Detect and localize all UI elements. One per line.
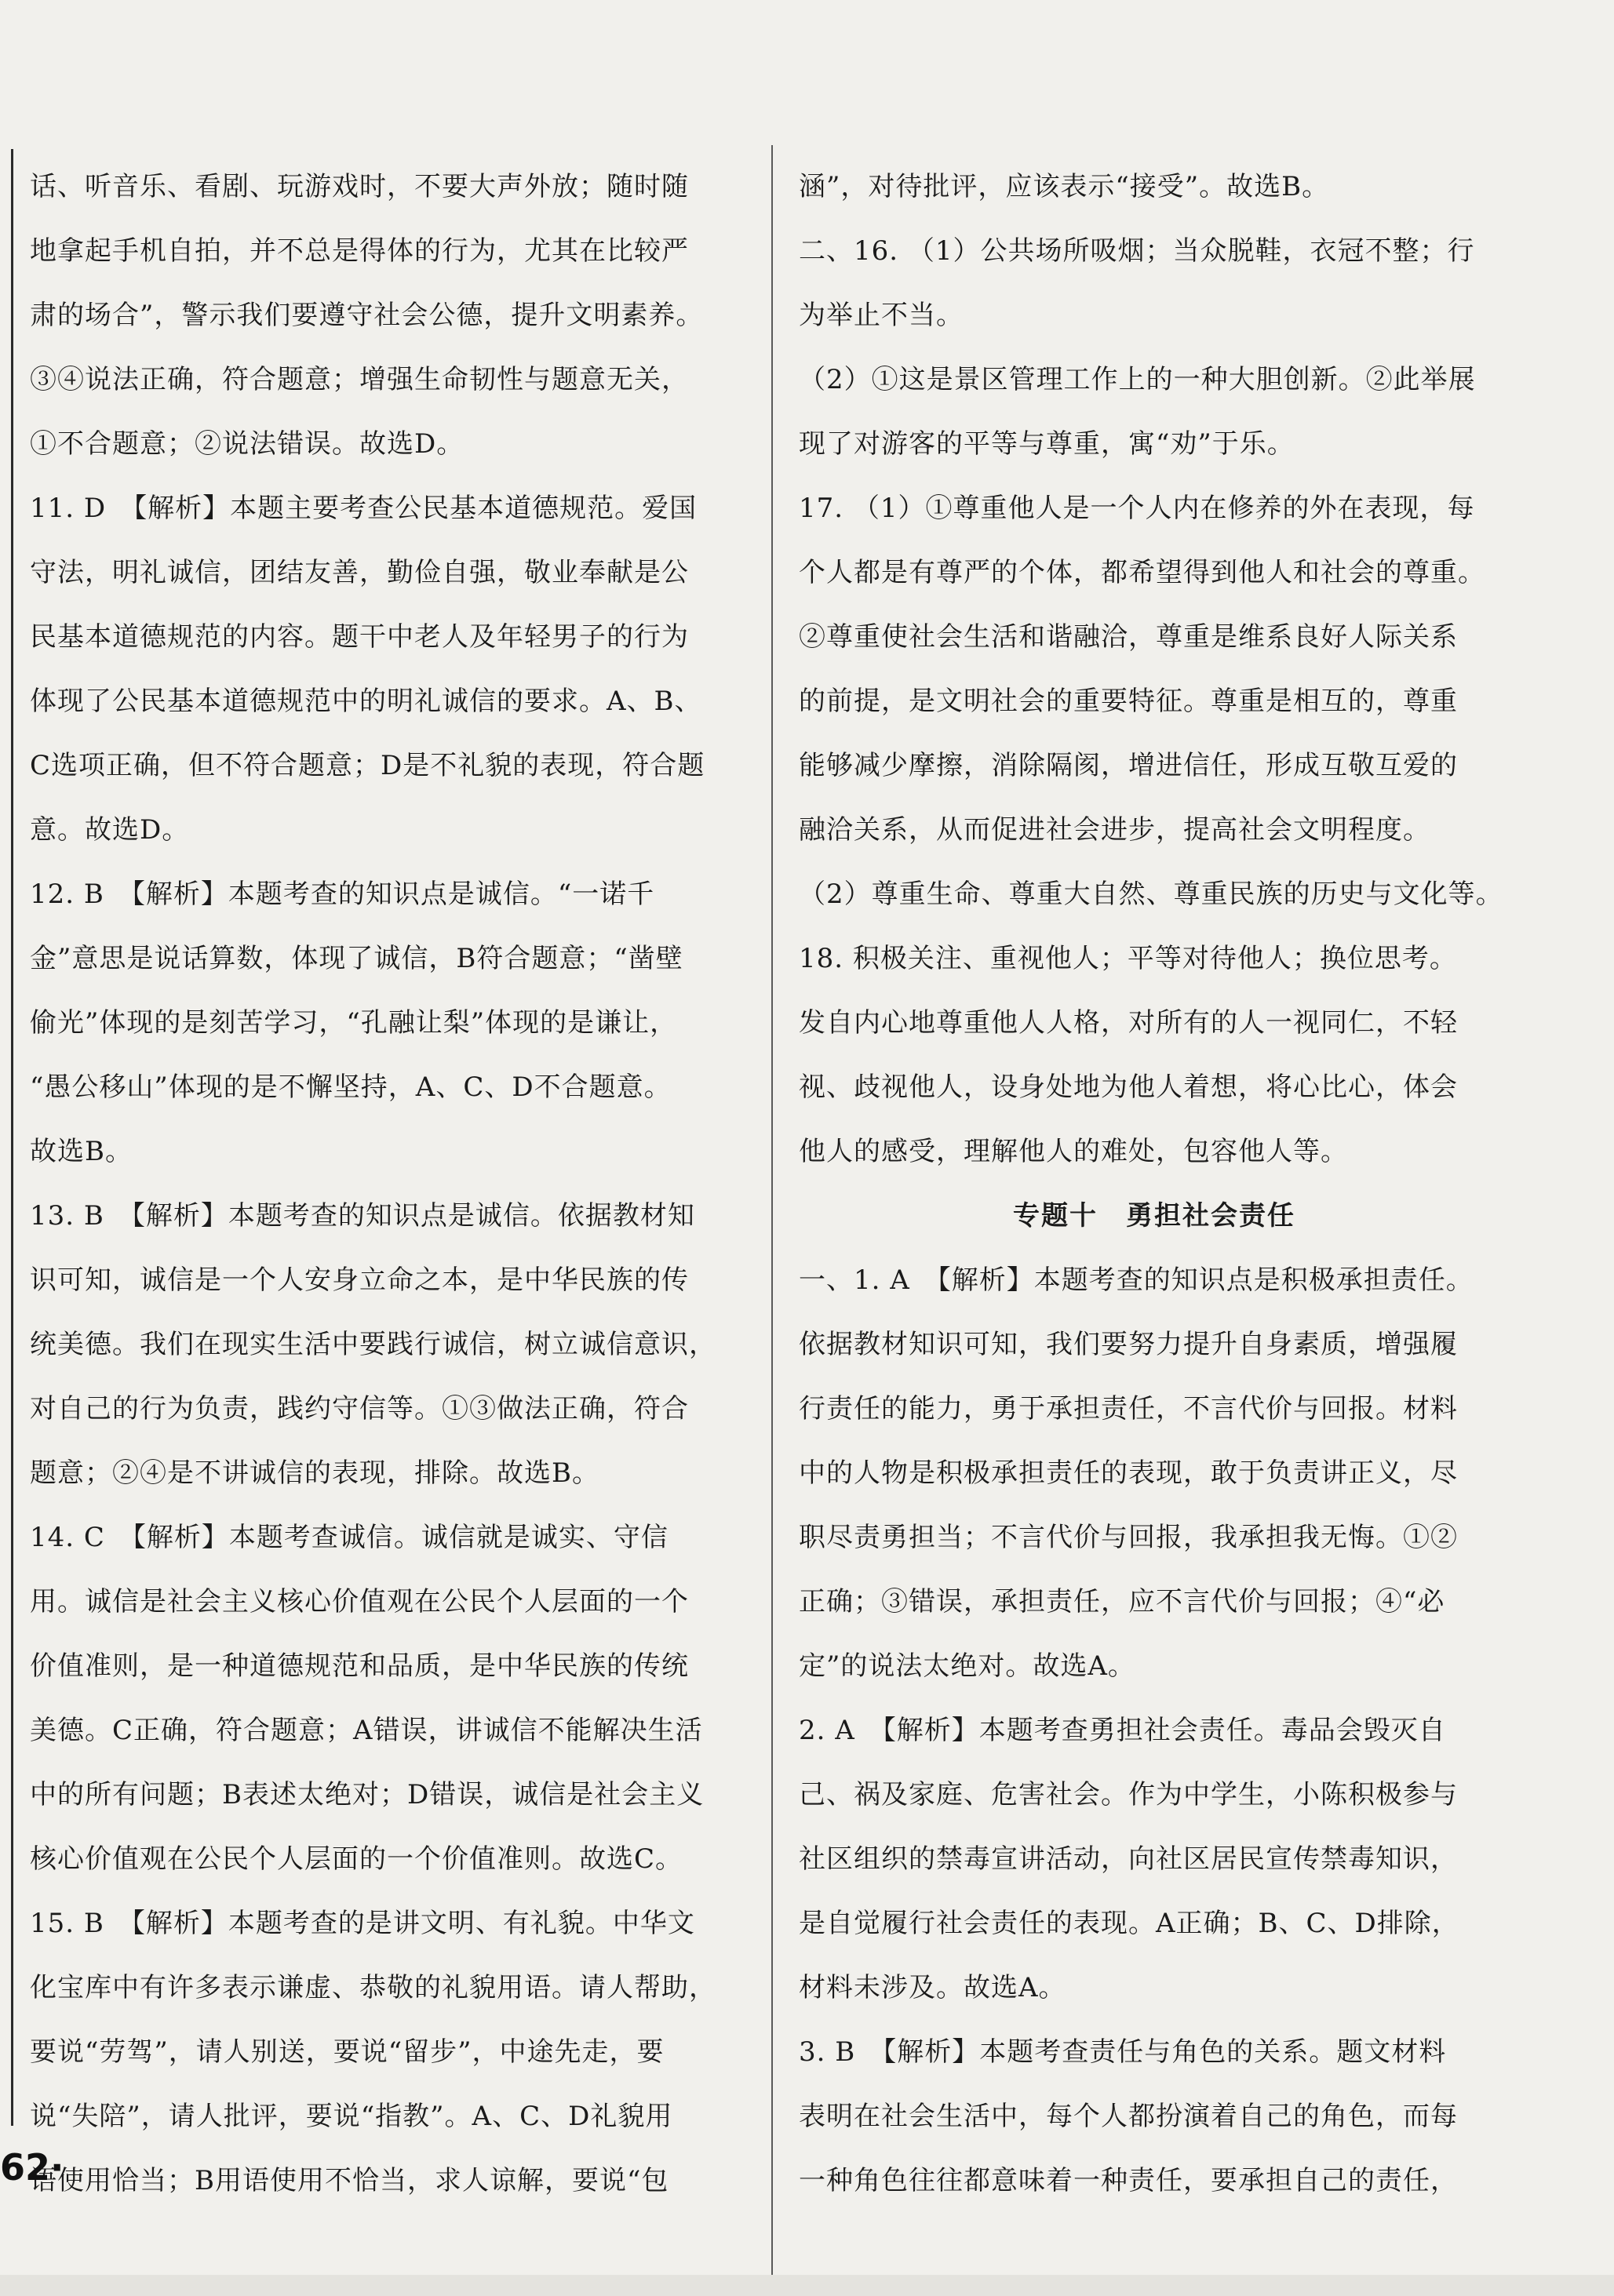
text-line: 是自觉履行社会责任的表现。A正确；B、C、D排除， [799,1908,1459,1939]
text-line: 行责任的能力，勇于承担责任，不言代价与回报。材料 [799,1393,1458,1425]
text-line: 守法，明礼诚信，团结友善，勤俭自强，敬业奉献是公 [30,557,689,588]
column-divider [771,145,773,2279]
text-line: 发自内心地尊重他人人格，对所有的人一视同仁，不轻 [799,1007,1458,1039]
text-line: 个人都是有尊严的个体，都希望得到他人和社会的尊重。 [799,557,1485,588]
answer-18-line: 18. 积极关注、重视他人；平等对待他人；换位思考。 [799,943,1457,974]
text-line: C选项正确，但不符合题意；D是不礼貌的表现，符合题 [30,750,705,781]
text-line: （2）①这是景区管理工作上的一种大胆创新。②此举展 [799,364,1476,395]
text-line: 材料未涉及。故选A。 [799,1972,1066,2003]
text-line: （2）尊重生命、尊重大自然、尊重民族的历史与文化等。 [799,879,1503,910]
text-line: 要说“劳驾”，请人别送，要说“留步”，中途先走，要 [30,2036,665,2068]
text-line: 题意；②④是不讲诚信的表现，排除。故选B。 [30,1457,599,1489]
answer-1-line: 一、1. A 【解析】本题考查的知识点是积极承担责任。 [799,1264,1474,1296]
text-line: 语使用恰当；B用语使用不恰当，求人谅解，要说“包 [30,2165,669,2196]
text-line: 职尽责勇担当；不言代价与回报，我承担我无悔。①② [799,1522,1458,1553]
text-line: ③④说法正确，符合题意；增强生命韧性与题意无关， [30,364,689,395]
answer-11-line: 11. D 【解析】本题主要考查公民基本道德规范。爱国 [30,493,698,524]
answer-12-line: 12. B 【解析】本题考查的知识点是诚信。“一诺千 [30,879,655,910]
text-line: 化宝库中有许多表示谦虚、恭敬的礼貌用语。请人帮助， [30,1972,716,2003]
text-line: 价值准则，是一种道德规范和品质，是中华民族的传统 [30,1650,689,1682]
answer-13-line: 13. B 【解析】本题考查的知识点是诚信。依据教材知 [30,1200,695,1232]
left-margin-rule [11,149,13,2126]
text-line: 地拿起手机自拍，并不总是得体的行为，尤其在比较严 [30,235,689,267]
answer-17-line: 17. （1）①尊重他人是一个人内在修养的外在表现，每 [799,493,1475,524]
text-line: 话、听音乐、看剧、玩游戏时，不要大声外放；随时随 [30,171,689,202]
right-column [799,155,1510,2213]
section-heading: 专题十 勇担社会责任 [1013,1200,1295,1232]
text-line: 用。诚信是社会主义核心价值观在公民个人层面的一个 [30,1586,689,1617]
text-line: 定”的说法太绝对。故选A。 [799,1650,1135,1682]
text-line: ①不合题意；②说法错误。故选D。 [30,428,465,460]
text-line: 故选B。 [30,1136,133,1167]
text-line: 金”意思是说话算数，体现了诚信，B符合题意；“凿壁 [30,943,683,974]
text-line: 依据教材知识可知，我们要努力提升自身素质，增强履 [799,1329,1458,1360]
text-line: 肃的场合”，警示我们要遵守社会公德，提升文明素养。 [30,300,704,331]
text-line: 表明在社会生活中，每个人都扮演着自己的角色，而每 [799,2101,1458,2132]
text-line: 为举止不当。 [799,300,964,331]
text-line: 中的所有问题；B表述太绝对；D错误，诚信是社会主义 [30,1779,705,1810]
text-line: 正确；③错误，承担责任，应不言代价与回报；④“必 [799,1586,1445,1617]
text-line: “愚公移山”体现的是不懈坚持，A、C、D不合题意。 [30,1072,672,1103]
text-line: 意。故选D。 [30,814,190,846]
answer-14-line: 14. C 【解析】本题考查诚信。诚信就是诚实、守信 [30,1522,669,1553]
answer-2-line: 2. A 【解析】本题考查勇担社会责任。毒品会毁灭自 [799,1715,1446,1746]
text-line: 的前提，是文明社会的重要特征。尊重是相互的，尊重 [799,686,1458,717]
text-line: 统美德。我们在现实生活中要践行诚信，树立诚信意识， [30,1329,716,1360]
text-line: 涵”，对待批评，应该表示“接受”。故选B。 [799,171,1330,202]
text-line: 识可知，诚信是一个人安身立命之本，是中华民族的传 [30,1264,689,1296]
text-line: 美德。C正确，符合题意；A错误，讲诚信不能解决生活 [30,1715,703,1746]
answer-3-line: 3. B 【解析】本题考查责任与角色的关系。题文材料 [799,2036,1447,2068]
text-line: 现了对游客的平等与尊重，寓“劝”于乐。 [799,428,1295,460]
text-line: 能够减少摩擦，消除隔阂，增进信任，形成互敬互爱的 [799,750,1458,781]
page-number: 62· [0,2146,64,2189]
bottom-band [0,2275,1614,2296]
text-line: 他人的感受，理解他人的难处，包容他人等。 [799,1136,1348,1167]
text-line: 核心价值观在公民个人层面的一个价值准则。故选C。 [30,1843,683,1875]
text-line: 体现了公民基本道德规范中的明礼诚信的要求。A、B、 [30,686,702,717]
left-column [30,155,752,2213]
text-line: 中的人物是积极承担责任的表现，敢于负责讲正义，尽 [799,1457,1458,1489]
text-line: 己、祸及家庭、危害社会。作为中学生，小陈积极参与 [799,1779,1458,1810]
answer-16-line: 二、16. （1）公共场所吸烟；当众脱鞋，衣冠不整；行 [799,235,1475,267]
text-line: 说“失陪”，请人批评，要说“指教”。A、C、D礼貌用 [30,2101,673,2132]
text-line: 视、歧视他人，设身处地为他人着想，将心比心，体会 [799,1072,1458,1103]
text-line: 民基本道德规范的内容。题干中老人及年轻男子的行为 [30,621,689,653]
text-line: 融洽关系，从而促进社会进步，提高社会文明程度。 [799,814,1430,846]
text-line: ②尊重使社会生活和谐融洽，尊重是维系良好人际关系 [799,621,1458,653]
text-line: 偷光”体现的是刻苦学习，“孔融让梨”体现的是谦让， [30,1007,678,1039]
answer-15-line: 15. B 【解析】本题考查的是讲文明、有礼貌。中华文 [30,1908,695,1939]
text-line: 社区组织的禁毒宣讲活动，向社区居民宣传禁毒知识， [799,1843,1458,1875]
text-line: 一种角色往往都意味着一种责任，要承担自己的责任， [799,2165,1458,2196]
text-line: 对自己的行为负责，践约守信等。①③做法正确，符合 [30,1393,689,1425]
